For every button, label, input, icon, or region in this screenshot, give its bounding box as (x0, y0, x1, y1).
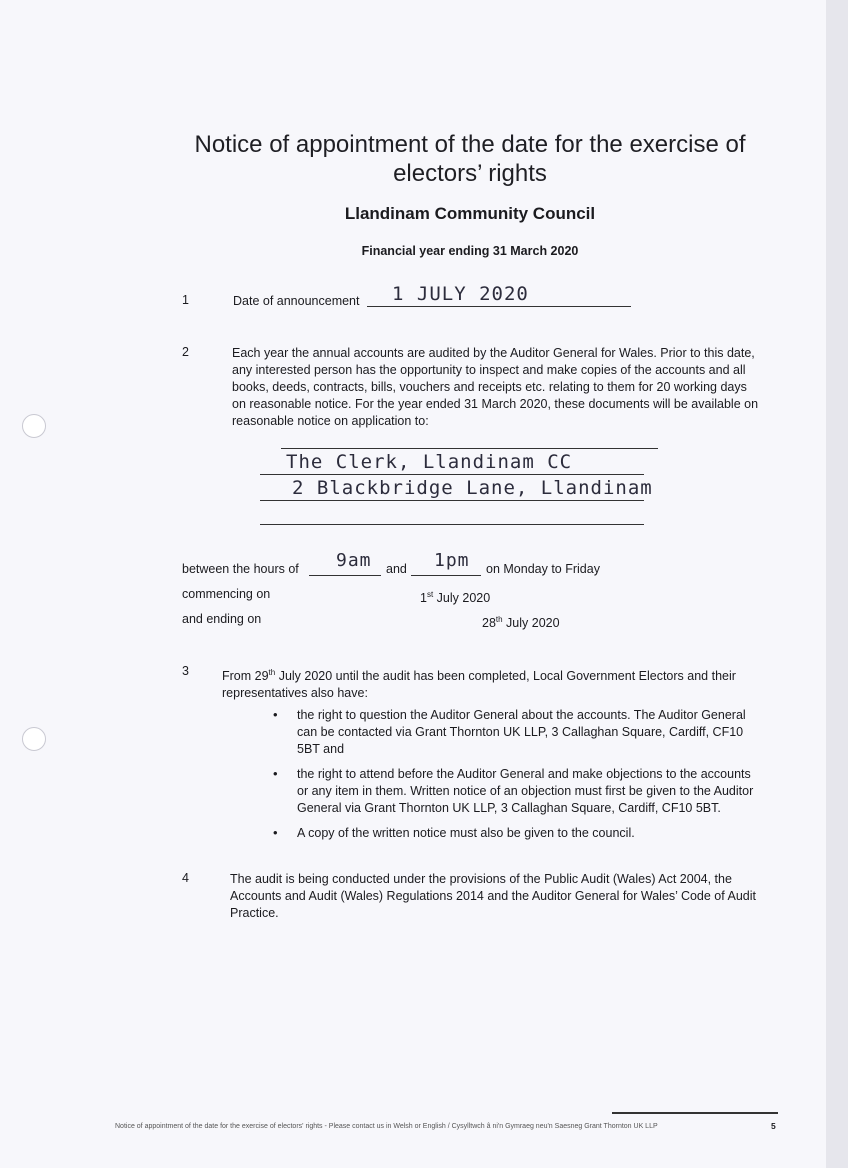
bullet-item: the right to question the Auditor General about the accounts. The Auditor General can be contacted via Grant Thornton UK LLP, 3 Callaghan Square, Cardiff, CF10 5BT and (297, 708, 746, 756)
punch-hole (22, 414, 46, 438)
announcement-label: Date of announcement (233, 294, 360, 308)
commencing-label: commencing on (182, 587, 271, 601)
section2-text: Each year the annual accounts are audited by the Auditor General for Wales. Prior to this date, any interested person has the opportunity to inspect and make copies of the accounts and all books, deeds, contracts, bills, vouchers and receipts etc. relating to them for 20 working days on reasonable notice. For the year ended 31 March 2020, these documents will be available on reasonable notice on application to: (232, 346, 759, 428)
address-line (260, 524, 644, 525)
between-hours-label: between the hours of (182, 562, 299, 576)
address-line-1-handwritten: The Clerk, Llandinam CC (286, 451, 573, 473)
council-name: Llandinam Community Council (344, 204, 596, 223)
time-underline (309, 575, 381, 576)
date-underline (367, 306, 631, 307)
footer-text: Notice of appointment of the date for the exercise of electors' rights - Please contact us in Welsh or English / Cysylltwch â ni'n Gymraeg neu'n Saesneg Grant Thornton UK LLP (115, 1123, 658, 1130)
commencing-date: 1st July 2020 (420, 590, 491, 606)
bullet-marker: • (273, 707, 278, 722)
and-label: and (386, 562, 407, 576)
bullet-marker: • (273, 766, 278, 781)
section-number: 1 (182, 293, 189, 307)
punch-hole (22, 727, 46, 751)
address-line-2-handwritten: 2 Blackbridge Lane, Llandinam (292, 477, 653, 499)
scan-edge (826, 0, 848, 1168)
section3-intro: From 29th July 2020 until the audit has been completed, Local Government Electors and their representatives also have: (222, 668, 736, 701)
footer-rule (612, 1112, 778, 1114)
bullet-item: A copy of the written notice must also be given to the council. (297, 826, 635, 840)
section-number: 4 (182, 871, 189, 885)
bullet-marker: • (273, 825, 278, 840)
bullet-item: the right to attend before the Auditor General and make objections to the accounts or any item in them. Written notice of an objection must first be given to the Auditor General via Grant Thornton UK LLP, 3 Callaghan Square, Cardiff, CF10 5BT. (297, 767, 754, 815)
ending-label: and ending on (182, 612, 262, 626)
address-line (281, 448, 658, 449)
section4-text: The audit is being conducted under the provisions of the Public Audit (Wales) Act 2004, the Accounts and Audit (Wales) Regulations 2014 and the Auditor General for Wales’ Code of Audit Practice. (230, 872, 757, 920)
section-number: 2 (182, 345, 189, 359)
section-number: 3 (182, 664, 189, 678)
start-time-handwritten: 9am (336, 550, 372, 571)
time-underline (411, 575, 481, 576)
financial-year: Financial year ending 31 March 2020 (361, 244, 579, 258)
weekdays-label: on Monday to Friday (486, 562, 600, 576)
announcement-date-handwritten: 1 JULY 2020 (392, 283, 529, 305)
address-line (260, 500, 644, 501)
end-time-handwritten: 1pm (434, 550, 470, 571)
address-line (260, 474, 644, 475)
notice-title: Notice of appointment of the date for the exercise of electors’ rights (194, 131, 746, 187)
ending-date: 28th July 2020 (482, 615, 560, 631)
page-number: 5 (771, 1121, 776, 1131)
